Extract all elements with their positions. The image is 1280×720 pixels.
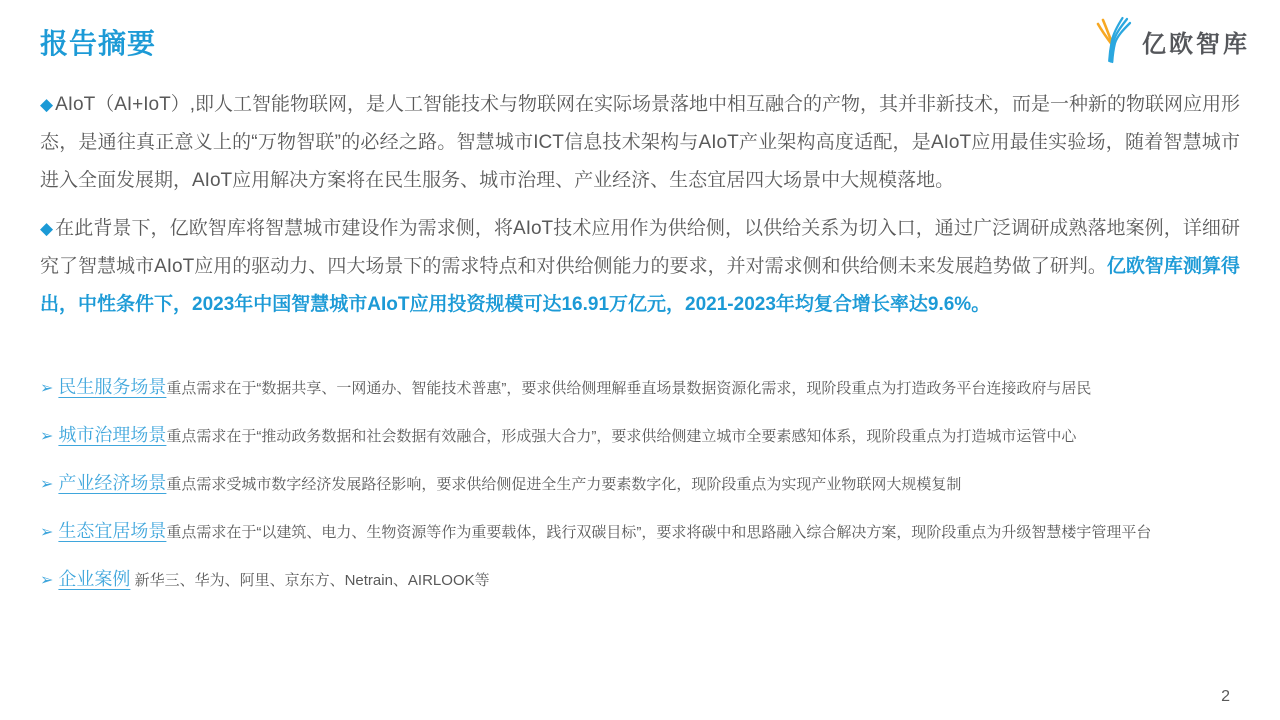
yiou-logo-icon bbox=[1092, 16, 1134, 66]
page-number: 2 bbox=[1221, 688, 1230, 705]
brand-logo bbox=[1092, 16, 1250, 66]
scene-text: 重点需求在于“以建筑、电力、生物资源等作为重要载体，践行双碳目标”，要求将碳中和思路融入综合解决方案，现阶段重点为升级智慧楼宇管理平台 bbox=[166, 524, 1152, 541]
brand-name: 亿欧智库 bbox=[1142, 30, 1250, 58]
scene-text: 重点需求在于“数据共享、一网通办、智能技术普惠”，要求供给侧理解垂直场景数据资源化需求，现阶段重点为打造政务平台连接政府与居民 bbox=[166, 380, 1092, 397]
summary-paragraph-1 bbox=[40, 86, 1240, 200]
summary-paragraph-2 bbox=[40, 210, 1240, 324]
arrow-bullet-icon: ➢ bbox=[40, 476, 54, 493]
scene-text: 重点需求在于“推动政务数据和社会数据有效融合，形成强大合力”，要求供给侧建立城市全要素感知体系，现阶段重点为打造城市运管中心 bbox=[166, 428, 1077, 445]
arrow-bullet-icon: ➢ bbox=[40, 380, 54, 397]
diamond-bullet-icon: ◆ bbox=[40, 219, 54, 238]
scene-item-qiye-anli bbox=[40, 568, 1240, 592]
scene-label: 企业案例 bbox=[58, 569, 131, 589]
arrow-bullet-icon: ➢ bbox=[40, 428, 54, 445]
scene-item-chengshi bbox=[40, 424, 1240, 448]
paragraph-2-highlight: 亿欧智库测算得出，中性条件下，2023年中国智慧城市AIoT应用投资规模可达16.91万亿元，2021-2023年均复合增长率达9.6%。 bbox=[40, 256, 1240, 315]
scene-item-chanye bbox=[40, 472, 1240, 496]
page-title: 报告摘要 bbox=[40, 28, 157, 59]
scene-list bbox=[40, 376, 1240, 592]
scene-text: 新华三、华为、阿里、京东方、Netrain、AIRLOOK等 bbox=[130, 572, 490, 589]
arrow-bullet-icon: ➢ bbox=[40, 572, 54, 589]
arrow-bullet-icon: ➢ bbox=[40, 524, 54, 541]
diamond-bullet-icon: ◆ bbox=[40, 95, 54, 114]
scene-label: 民生服务场景 bbox=[58, 377, 167, 397]
paragraph-1-text: AIoT（AI+IoT）,即人工智能物联网，是人工智能技术与物联网在实际场景落地中相互融合的产物，其并非新技术，而是一种新的物联网应用形态，是通往真正意义上的“万物智联”的必经之路。智慧城市ICT信息技术架构与AIoT产业架构高度适配，是AIoT应用最佳实验场，随着智慧城市进入全面发展期，AIoT应用解决方案将在民生服务、城市治理、产业经济、生态宜居四大场景中大规模落地。 bbox=[40, 94, 1240, 191]
paragraph-2-text: 在此背景下，亿欧智库将智慧城市建设作为需求侧，将AIoT技术应用作为供给侧，以供给关系为切入口，通过广泛调研成熟落地案例，详细研究了智慧城市AIoT应用的驱动力、四大场景下的需求特点和对供给侧能力的要求，并对需求侧和供给侧未来发展趋势做了研判。 bbox=[40, 218, 1240, 277]
scene-text: 重点需求受城市数字经济发展路径影响，要求供给侧促进全生产力要素数字化，现阶段重点为实现产业物联网大规模复制 bbox=[166, 476, 962, 493]
scene-label: 城市治理场景 bbox=[58, 425, 167, 445]
scene-label: 产业经济场景 bbox=[58, 473, 167, 493]
scene-item-minsheng bbox=[40, 376, 1240, 400]
scene-label: 生态宜居场景 bbox=[58, 521, 167, 541]
scene-item-shengtai bbox=[40, 520, 1240, 544]
summary-content bbox=[40, 86, 1240, 616]
